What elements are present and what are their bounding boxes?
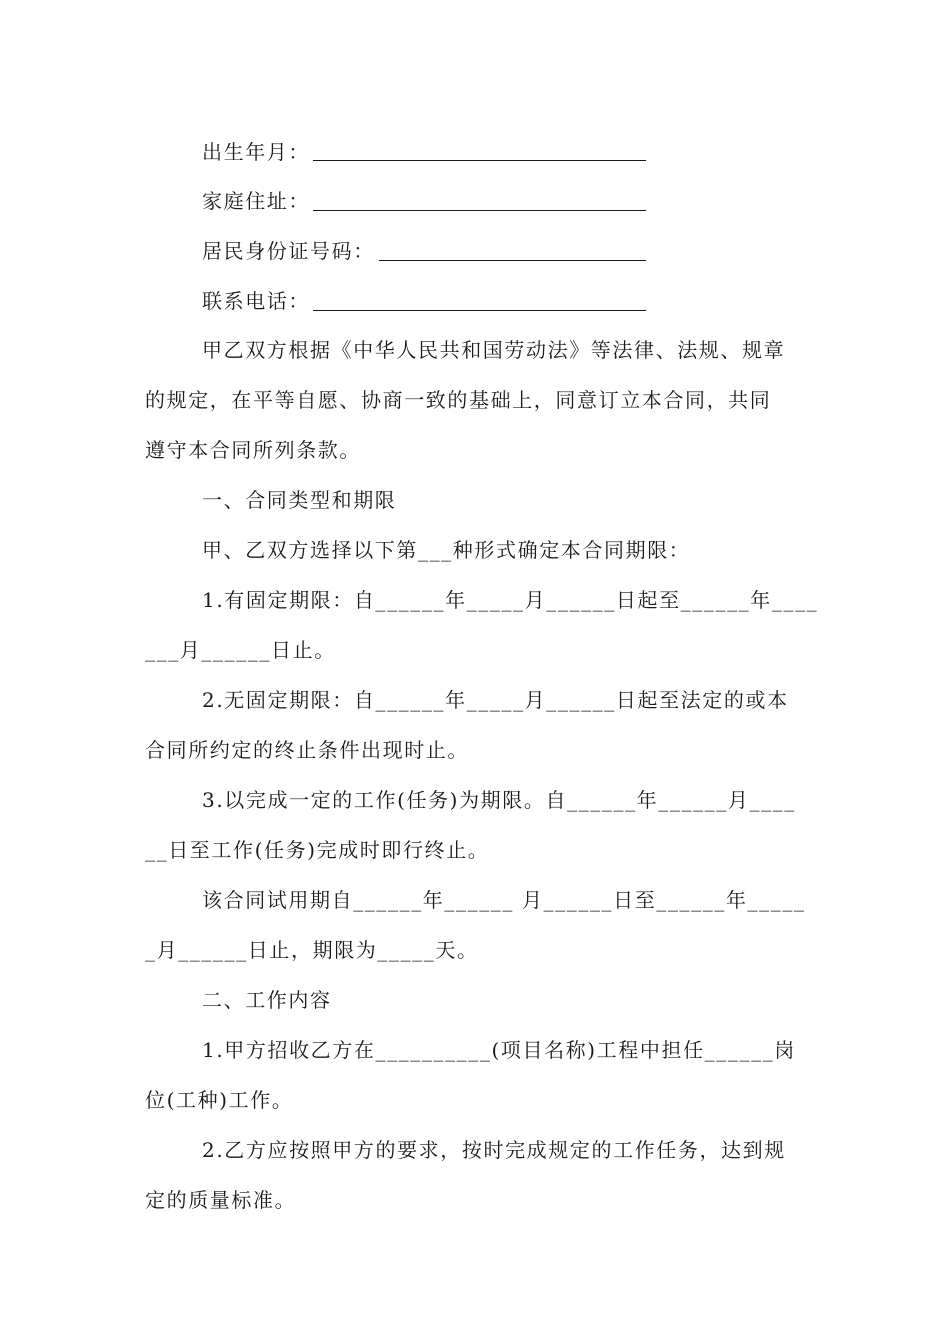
para-term-choice: 甲、乙双方选择以下第___种形式确定本合同期限：	[202, 538, 691, 562]
field-birth-label: 出生年月：	[202, 140, 310, 164]
item-2-line-1: 2.无固定期限：自______年_____月______日起至法定的或本	[202, 688, 789, 712]
field-id-underline	[379, 260, 646, 261]
item-1-line-1: 1.有固定期限：自______年_____月______日起至______年____	[202, 588, 819, 612]
work-item-2-line-2: 定的质量标准。	[145, 1188, 297, 1212]
para-1-line-2: 的规定，在平等自愿、协商一致的基础上，同意订立本合同，共同	[145, 388, 772, 412]
field-phone-label: 联系电话：	[202, 289, 310, 313]
field-phone-underline	[313, 310, 646, 311]
item-1-line-2: ___月______日止。	[145, 638, 336, 662]
field-address-label: 家庭住址：	[202, 189, 310, 213]
item-3-line-1: 3.以完成一定的工作(任务)为期限。自______年______月____	[202, 788, 796, 812]
field-birth-underline	[313, 160, 646, 161]
probation-line-1: 该合同试用期自______年______ 月______日至______年_____	[202, 888, 806, 912]
work-item-1-line-1: 1.甲方招收乙方在__________(项目名称)工程中担任______岗	[202, 1038, 796, 1062]
field-address-underline	[313, 210, 646, 211]
item-2-line-2: 合同所约定的终止条件出现时止。	[145, 738, 469, 762]
para-1-line-1: 甲乙双方根据《中华人民共和国劳动法》等法律、法规、规章	[202, 338, 786, 362]
para-1-line-3: 遵守本合同所列条款。	[145, 438, 361, 462]
work-item-2-line-1: 2.乙方应按照甲方的要求，按时完成规定的工作任务，达到规	[202, 1138, 786, 1162]
work-item-1-line-2: 位(工种)工作。	[145, 1088, 294, 1112]
probation-line-2: _月______日止，期限为_____天。	[145, 938, 479, 962]
section-1-heading: 一、合同类型和期限	[202, 488, 397, 512]
section-2-heading: 二、工作内容	[202, 988, 332, 1012]
field-id-label: 居民身份证号码：	[202, 239, 375, 263]
item-3-line-2: __日至工作(任务)完成时即行终止。	[145, 838, 490, 862]
